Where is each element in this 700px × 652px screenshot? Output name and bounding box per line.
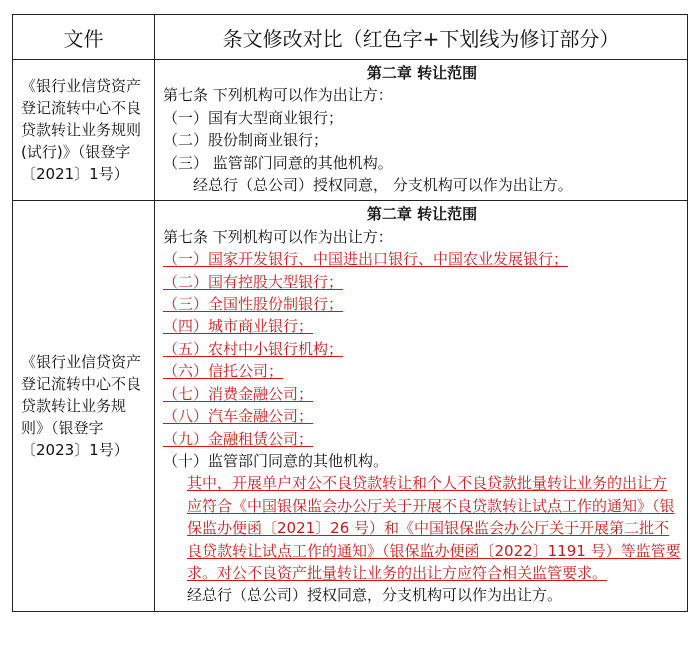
list-item: （二）股份制商业银行；	[163, 131, 329, 150]
doc-title-2023: 《银行业信贷资产登记流转中心不良贷款转让业务规则》（银登字〔2023〕1号）	[21, 353, 142, 460]
revised-list-item: （一）国家开发银行、中国进出口银行、中国农业发展银行；	[163, 250, 569, 269]
revised-list-item: （三）全国性股份制银行；	[163, 295, 344, 314]
closing-line: 经总行（总公司）授权同意，分支机构可以作为出让方。	[187, 586, 563, 605]
revised-list-item: （六）信托公司；	[163, 362, 284, 381]
revised-paragraph: 其中，开展单户对公不良贷款转让和个人不良贷款批量转让业务的出让方应符合《中国银保监会办公厅关于开展不良贷款转让试点工作的通知》（银保监办便函〔2021〕26 号）和《中国银保监会办公厅关于开展第二批不良贷款转让试点工作的通知》（银保监办便函〔2022〕1191 号）等监管要求。对公不良资产批量转让业务的出让方应符合相关监管要求。	[187, 474, 681, 582]
header-row	[13, 15, 688, 60]
table-row	[13, 60, 688, 201]
revised-list-item: （八）汽车金融公司；	[163, 407, 314, 426]
table-row	[13, 201, 688, 611]
doc-title-2021: 《银行业信贷资产登记流转中心不良贷款转让业务规则(试行)》（银登字〔2021〕1号）	[21, 77, 142, 184]
revised-list-item: （七）消费金融公司；	[163, 384, 314, 403]
doc-cell-2021	[13, 60, 155, 201]
list-item: （三） 监管部门同意的其他机构。	[163, 153, 393, 172]
revised-list-item: （九）金融租赁公司；	[163, 429, 314, 448]
doc-cell-2023	[13, 201, 155, 611]
revised-list-item: （五）农村中小银行机构；	[163, 339, 344, 358]
article-line: 第七条 下列机构可以作为出让方：	[163, 227, 393, 246]
revised-list-item: （二）国有控股大型银行；	[163, 272, 344, 291]
list-item: （十）监管部门同意的其他机构。	[163, 451, 389, 470]
header-comparison: 条文修改对比（红色字+下划线为修订部分）	[155, 15, 688, 60]
revised-list-item: （四）城市商业银行；	[163, 317, 314, 336]
header-file: 文件	[13, 15, 155, 60]
content-cell-2023	[155, 201, 688, 611]
article-line: 第七条 下列机构可以作为出让方：	[163, 86, 393, 105]
chapter-heading: 第二章 转让范围	[366, 64, 478, 82]
content-cell-2021	[155, 60, 688, 201]
chapter-heading: 第二章 转让范围	[366, 205, 478, 224]
list-item: （一）国有大型商业银行；	[163, 108, 344, 127]
closing-line: 经总行（总公司）授权同意， 分支机构可以作为出让方。	[193, 176, 573, 195]
comparison-table	[12, 14, 688, 612]
